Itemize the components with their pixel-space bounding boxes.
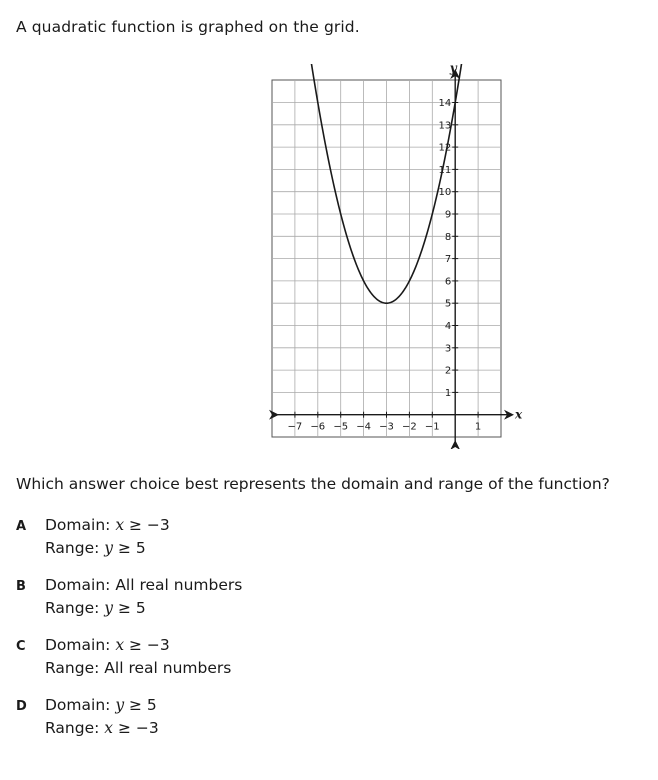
y-tick-label: 13 [438, 120, 452, 132]
choice-domain: Domain: x ≥ −3 [45, 516, 170, 534]
quadratic-graph [268, 64, 528, 449]
choice-domain: Domain: All real numbers [45, 576, 243, 594]
y-axis-label: y [449, 64, 457, 75]
x-tick-label: −1 [424, 421, 440, 433]
choice-range: Range: y ≥ 5 [45, 539, 146, 557]
x-tick-label: −2 [402, 421, 417, 433]
y-tick-label: 3 [444, 343, 452, 355]
choice-letter: C [16, 639, 26, 654]
x-tick-label: −6 [310, 421, 326, 433]
question-text: Which answer choice best represents the domain and range of the function? [16, 475, 610, 493]
choice-letter: A [16, 519, 27, 534]
choice-domain: Domain: x ≥ −3 [45, 636, 170, 654]
x-tick-label: 1 [474, 421, 482, 433]
y-tick-label: 11 [438, 164, 452, 176]
y-tick-label: 5 [444, 298, 452, 310]
choice-domain: Domain: y ≥ 5 [45, 696, 157, 714]
x-axis-label: x [515, 407, 523, 422]
y-tick-label: 7 [444, 254, 452, 266]
prompt-text: A quadratic function is graphed on the grid. [16, 18, 360, 36]
choice-range: Range: y ≥ 5 [45, 599, 146, 617]
x-tick-label: −4 [356, 421, 371, 433]
choice-letter: B [16, 579, 26, 594]
y-tick-label: 14 [438, 98, 452, 109]
y-tick-label: 12 [438, 142, 452, 154]
x-tick-label: −7 [287, 421, 303, 433]
y-tick-label: 6 [444, 276, 452, 288]
y-tick-label: 4 [444, 321, 452, 332]
y-tick-label: 8 [444, 231, 452, 243]
choice-letter: D [16, 699, 27, 714]
y-tick-label: 9 [444, 209, 452, 221]
choice-range: Range: x ≥ −3 [45, 719, 159, 737]
y-tick-label: 2 [444, 365, 452, 377]
y-tick-label: 10 [438, 187, 452, 199]
choice-range: Range: All real numbers [45, 659, 232, 677]
x-tick-label: −3 [379, 421, 394, 433]
x-tick-label: −5 [333, 421, 349, 433]
y-tick-label: 1 [444, 387, 452, 399]
